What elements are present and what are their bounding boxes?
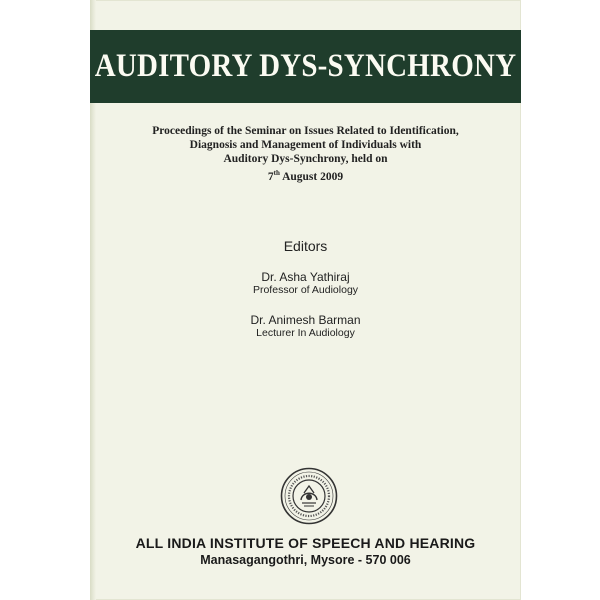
title-band	[90, 30, 521, 103]
editor-name: Dr. Animesh Barman	[250, 313, 361, 327]
institute-address: Manasagangothri, Mysore - 570 006	[200, 553, 411, 567]
editor-entry	[90, 313, 521, 340]
proceedings-line: Diagnosis and Management of Individuals with	[189, 139, 422, 151]
editor-entry	[90, 270, 521, 297]
editors-heading: Editors	[283, 238, 328, 254]
book-title: AUDITORY DYS-SYNCHRONY	[94, 48, 517, 84]
proceedings-line: Proceedings of the Seminar on Issues Related to Identification,	[152, 125, 459, 137]
proceedings-description	[110, 124, 501, 184]
institute-name: ALL INDIA INSTITUTE OF SPEECH AND HEARING	[135, 535, 476, 551]
book-cover	[90, 0, 521, 600]
editor-role: Lecturer In Audiology	[256, 327, 355, 339]
date-suffix: th	[273, 169, 280, 177]
institute-seal-icon	[280, 467, 338, 525]
seminar-date	[110, 166, 501, 184]
date-month-year: August 2009	[279, 170, 344, 183]
editor-name: Dr. Asha Yathiraj	[261, 270, 350, 284]
publisher-block	[90, 535, 521, 569]
proceedings-line: Auditory Dys-Synchrony, held on	[223, 153, 388, 165]
editor-role: Professor of Audiology	[252, 284, 359, 296]
date-day: 7	[267, 170, 274, 183]
editors-section	[90, 238, 521, 356]
